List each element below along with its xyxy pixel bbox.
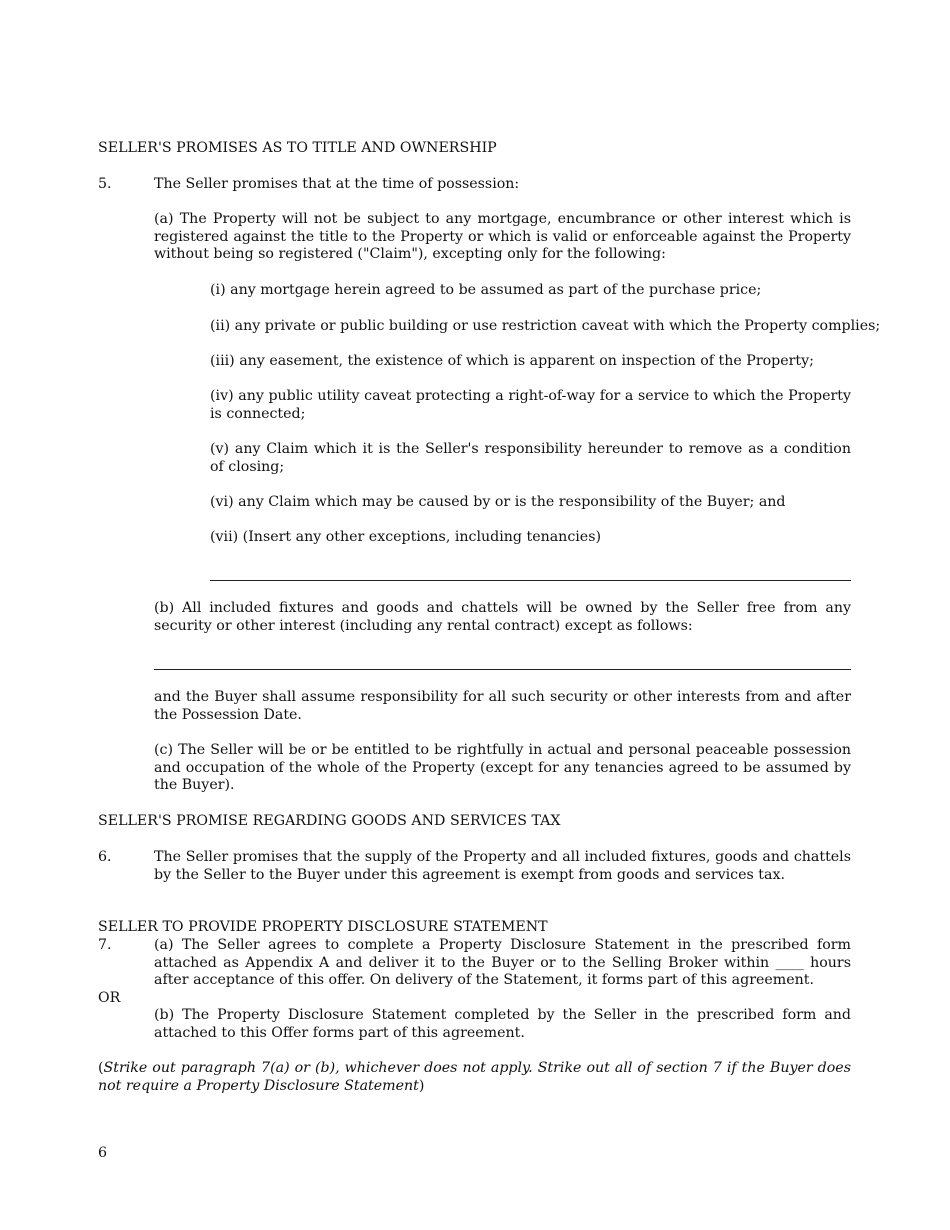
section-5-para-c: (c) The Seller will be or be entitled to be rightfully in actual and personal peaceable possession and occupation of the whole of the Property (except for any tenancies agreed to be assumed by the Buyer). <box>154 742 851 794</box>
section-7-or-label: OR <box>98 990 121 1006</box>
exception-iii: (iii) any easement, the existence of which is apparent on inspection of the Property; <box>210 353 814 369</box>
note-italic-text: Strike out paragraph 7(a) or (b), whichever does not apply. Strike out all of section 7 if the Buyer does not require a Property Disclosure Statement <box>98 1060 851 1094</box>
note-open-paren: ( <box>98 1060 104 1076</box>
section-6-heading: SELLER'S PROMISE REGARDING GOODS AND SERVICES TAX <box>98 813 561 829</box>
page-number: 6 <box>98 1145 108 1161</box>
exception-ii: (ii) any private or public building or use restriction caveat with which the Property complies; <box>210 318 881 334</box>
exception-vi: (vi) any Claim which may be caused by or is the responsibility of the Buyer; and <box>210 494 786 510</box>
section-7-para-b: (b) The Property Disclosure Statement completed by the Seller in the prescribed form and attached to this Offer forms part of this agreement. <box>154 1007 851 1041</box>
exception-v: (v) any Claim which it is the Seller's responsibility hereunder to remove as a condition of closing; <box>210 441 851 475</box>
exception-vii: (vii) (Insert any other exceptions, including tenancies) <box>210 529 602 545</box>
section-6-number: 6. <box>98 849 112 865</box>
exception-i: (i) any mortgage herein agreed to be assumed as part of the purchase price; <box>210 282 762 298</box>
section-5-heading: SELLER'S PROMISES AS TO TITLE AND OWNERSHIP <box>98 140 497 156</box>
section-5-para-a: (a) The Property will not be subject to any mortgage, encumbrance or other interest which is registered against the title to the Property or which is valid or enforceable against the Property without being so registered ("Claim"), excepting only for the following: <box>154 211 851 263</box>
section-7-para-a: (a) The Seller agrees to complete a Property Disclosure Statement in the prescribed form attached as Appendix A and deliver it to the Buyer or to the Selling Broker within ____ hours after acceptance of this offer. On delivery of the Statement, it forms part of this agreement. <box>154 937 851 989</box>
section-5-number: 5. <box>98 176 112 192</box>
section-5-para-b-cont: and the Buyer shall assume responsibility for all such security or other interests from and after the Possession Date. <box>154 689 851 723</box>
section-5-para-b: (b) All included fixtures and goods and chattels will be owned by the Seller free from any security or other interest (including any rental contract) except as follows: <box>154 600 851 634</box>
section-7-number: 7. <box>98 937 112 953</box>
section-7-instruction-note <box>98 1060 851 1095</box>
exceptions-blank-line[interactable] <box>210 580 851 581</box>
section-7-heading: SELLER TO PROVIDE PROPERTY DISCLOSURE STATEMENT <box>98 919 548 935</box>
section-5-intro: The Seller promises that at the time of possession: <box>154 176 520 192</box>
note-close-paren: ) <box>418 1077 425 1094</box>
exception-iv: (iv) any public utility caveat protecting a right-of-way for a service to which the Property is connected; <box>210 388 851 422</box>
chattels-blank-line[interactable] <box>154 669 851 670</box>
section-6-text: The Seller promises that the supply of the Property and all included fixtures, goods and chattels by the Seller to the Buyer under this agreement is exempt from goods and services tax. <box>154 849 851 883</box>
